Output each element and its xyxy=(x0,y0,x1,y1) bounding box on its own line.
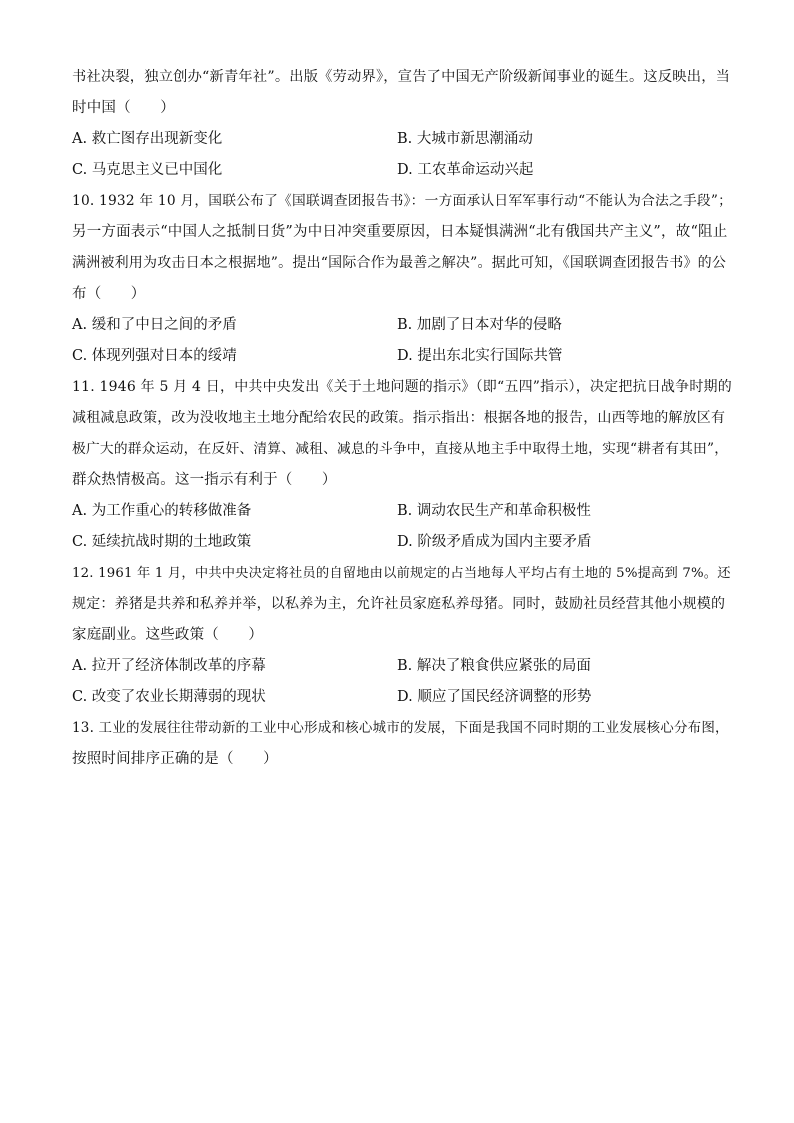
question-9-option-c: C. 马克思主义已中国化 xyxy=(72,162,223,178)
question-11-option-d: D. 阶级矛盾成为国内主要矛盾 xyxy=(397,534,592,550)
question-10-options-row-2 xyxy=(72,341,732,372)
question-13 xyxy=(72,713,732,775)
question-11-stem-line-2: 减租减息政策，改为没收地主土地分配给农民的政策。指示指出：根据各地的报告，山西等地的解放区有 xyxy=(72,410,726,426)
question-12-option-b: B. 解决了粮食供应紧张的局面 xyxy=(397,658,591,674)
question-10-stem-line-3: 满洲被利用为攻击日本之根据地”。提出“国际合作为最善之解决”。据此可知，《国联调查团报告书》的公 xyxy=(72,255,727,271)
question-12-options-row-2 xyxy=(72,682,732,713)
question-12-stem-line-1: 12. 1961 年 1 月，中共中央决定将社员的自留地由以前规定的占当地每人平均占有土地的 5%提高到 7%。还 xyxy=(72,566,731,581)
question-11-stem-line-3: 极广大的群众运动，在反奸、清算、减租、减息的斗争中，直接从地主手中取得土地，实现“耕者有其田”， xyxy=(72,441,729,457)
question-13-stem-line-1: 13. 工业的发展往往带动新的工业中心形成和核心城市的发展，下面是我国不同时期的工业发展核心分布图， xyxy=(72,720,729,736)
question-10-option-b: B. 加剧了日本对华的侵略 xyxy=(397,317,562,333)
question-12-option-c: C. 改变了农业长期薄弱的现状 xyxy=(72,689,266,705)
question-9-option-d: D. 工农革命运动兴起 xyxy=(397,162,534,178)
exam-page xyxy=(72,62,732,775)
question-12-stem-line-2: 规定：养猪是共养和私养并举，以私养为主，允许社员家庭私养母猪。同时，鼓励社员经营其他小规模的 xyxy=(72,596,726,612)
question-11-option-c: C. 延续抗战时期的土地政策 xyxy=(72,534,252,550)
question-9-option-a: A. 救亡图存出现新变化 xyxy=(72,131,223,147)
question-9-options-row-1 xyxy=(72,124,732,155)
question-11-options-row-1 xyxy=(72,496,732,527)
question-12-option-a: A. 拉开了经济体制改革的序幕 xyxy=(72,658,266,674)
question-11-stem-line-4: 群众热情极高。这一指示有利于（ ） xyxy=(72,472,337,488)
question-11-option-b: B. 调动农民生产和革命积极性 xyxy=(397,503,591,519)
question-13-stem-line-2: 按照时间排序正确的是（ ） xyxy=(72,751,278,767)
question-10-option-c: C. 体现列强对日本的绥靖 xyxy=(72,348,237,364)
question-10-stem-line-1: 10. 1932 年 10 月，国联公布了《国联调查团报告书》：一方面承认日军军事行动“不能认为合法之手段”； xyxy=(72,193,733,209)
question-9-stem-line-1: 书社决裂，独立创办“新青年社”。出版《劳动界》，宣告了中国无产阶级新闻事业的诞生。这反映出，当 xyxy=(72,69,731,85)
question-11 xyxy=(72,372,732,558)
question-9-option-b: B. 大城市新思潮涌动 xyxy=(397,131,533,147)
question-11-options-row-2 xyxy=(72,527,732,558)
question-10-option-a: A. 缓和了中日之间的矛盾 xyxy=(72,317,237,333)
question-10-option-d: D. 提出东北实行国际共管 xyxy=(397,348,563,364)
question-9-options-row-2 xyxy=(72,155,732,186)
question-12-options-row-1 xyxy=(72,651,732,682)
question-11-stem-line-1: 11. 1946 年 5 月 4 日，中共中央发出《关于土地问题的指示》（即“五四”指示），决定把抗日战争时期的 xyxy=(72,379,732,395)
question-12-stem-line-3: 家庭副业。这些政策（ ） xyxy=(72,627,264,643)
question-10-stem-line-4: 布（ ） xyxy=(72,286,146,302)
question-10-options-row-1 xyxy=(72,310,732,341)
question-10-stem-line-2: 另一方面表示“中国人之抵制日货”为中日冲突重要原因，日本疑惧满洲“北有俄国共产主义”，故“阻止 xyxy=(72,224,728,240)
question-9-stem-line-2: 时中国（ ） xyxy=(72,100,175,116)
question-12 xyxy=(72,558,732,713)
question-11-option-a: A. 为工作重心的转移做准备 xyxy=(72,503,252,519)
question-10 xyxy=(72,186,732,372)
question-9 xyxy=(72,62,732,186)
question-12-option-d: D. 顺应了国民经济调整的形势 xyxy=(397,689,592,705)
